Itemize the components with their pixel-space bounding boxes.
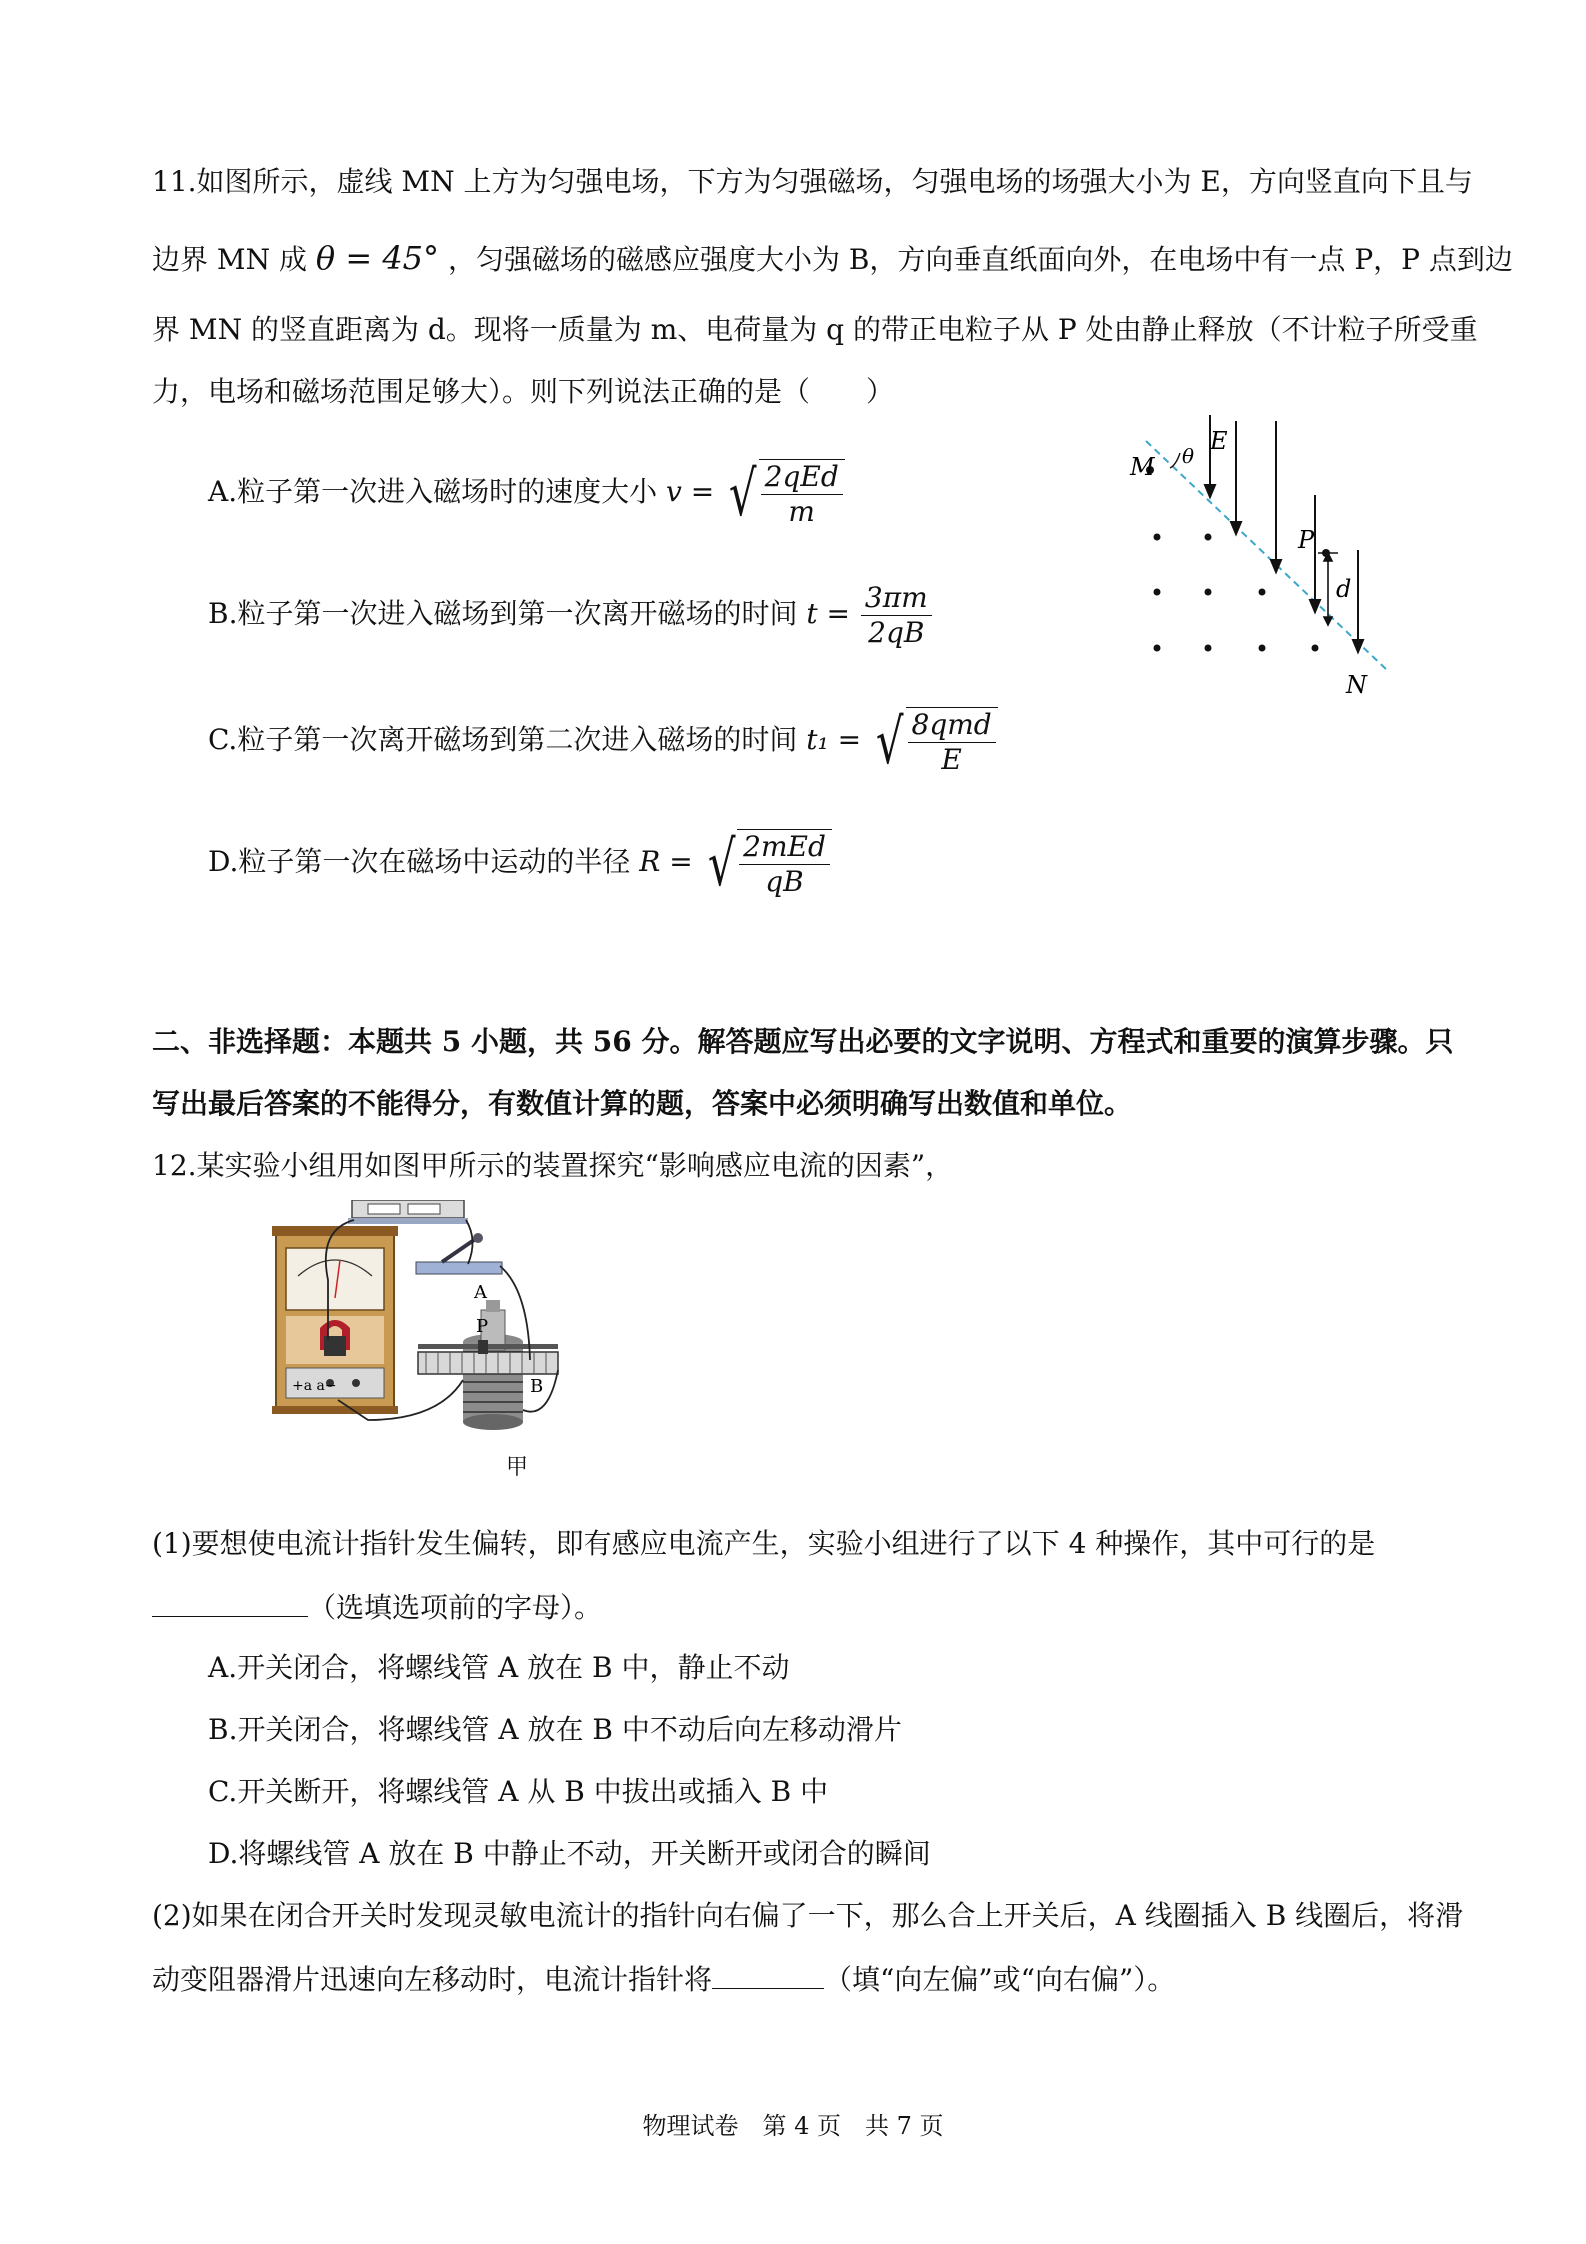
q11-option-b-den: 2qB [868, 616, 925, 649]
q11-option-c [208, 696, 998, 784]
label-theta: θ [1182, 444, 1195, 468]
label-m: M [1130, 453, 1155, 481]
q12-intro: 12.某实验小组用如图甲所示的装置探究“影响感应电流的因素”， [152, 1149, 954, 1182]
q11-line2-prefix: 边界 MN 成 [152, 243, 307, 276]
page-footer: 物理试卷 第 4 页 共 7 页 [642, 2112, 944, 2140]
answer-blank-1[interactable] [152, 1586, 308, 1617]
section2-line1: 二、非选择题：本题共 5 小题，共 56 分。解答题应写出必要的文字说明、方程式和重要的演算步骤。只 [152, 1025, 1454, 1058]
q11-option-c-var: t₁ = [806, 723, 862, 756]
q11-line1: 11.如图所示，虚线 MN 上方为匀强电场，下方为匀强磁场，匀强电场的场强大小为 E，方向竖直向下且与 [152, 165, 1473, 198]
q11-option-b-text: B.粒子第一次进入磁场到第一次离开磁场的时间 [208, 597, 798, 630]
electric-field-arrows [1205, 415, 1363, 652]
q11-option-a-num: 2qEd [761, 460, 843, 495]
meter-terminal-labels: +a a− [292, 1378, 337, 1394]
q12-part1-line2-text: （选填选项前的字母）。 [308, 1591, 603, 1624]
label-n: N [1346, 671, 1367, 699]
q12-figure-caption: 甲 [506, 1455, 529, 1480]
q11-option-a-text: A.粒子第一次进入磁场时的速度大小 [208, 475, 658, 508]
q11-line4: 力，电场和磁场范围足够大）。则下列说法正确的是（ ） [152, 375, 895, 408]
q11-option-b [208, 570, 934, 658]
q12-part2-line2 [152, 1958, 1175, 2000]
magnetic-field-dots [1154, 534, 1319, 652]
q11-field-figure [1110, 415, 1410, 705]
q12-part2-line2-prefix: 动变阻器滑片迅速向左移动时，电流计指针将 [152, 1963, 713, 1996]
q12-part1-line2 [152, 1586, 602, 1628]
label-slider-p: P [476, 1316, 489, 1337]
theta-arc [1170, 453, 1180, 468]
q12-part1-line1: (1)要想使电流计指针发生偏转，即有感应电流产生，实验小组进行了以下 4 种操作，其中可行的是 [152, 1527, 1376, 1560]
q11-option-a [208, 448, 845, 536]
label-p: P [1298, 526, 1315, 554]
q11-line2-suffix: ，匀强磁场的磁感应强度大小为 B，方向垂直纸面向外，在电场中有一点 P，P 点到边 [447, 243, 1513, 276]
q11-option-d-den: qB [765, 864, 804, 898]
label-e: E [1210, 427, 1228, 455]
rheostat [418, 1340, 558, 1374]
q11-option-d-var: R = [639, 845, 693, 878]
q11-option-c-text: C.粒子第一次离开磁场到第二次进入磁场的时间 [208, 723, 798, 756]
q12-apparatus-figure [268, 1200, 718, 1490]
q11-option-d [208, 818, 832, 906]
q12-part2-line1: (2)如果在闭合开关时发现灵敏电流计的指针向右偏了一下，那么合上开关后，A 线圈插入 B 线圈后，将滑 [152, 1899, 1464, 1932]
q12-option-b: B.开关闭合，将螺线管 A 放在 B 中不动后向左移动滑片 [208, 1713, 902, 1746]
label-coil-a: A [474, 1282, 487, 1303]
answer-blank-2[interactable] [712, 1958, 824, 1989]
switch [416, 1233, 502, 1274]
q12-option-d: D.将螺线管 A 放在 B 中静止不动，开关断开或闭合的瞬间 [208, 1837, 931, 1870]
q11-option-c-num: 8qmd [908, 708, 996, 743]
battery [348, 1200, 468, 1224]
boundary-mn-line [1146, 441, 1388, 671]
sqrt-symbol: √ $\frac{\text{2mEd}}{qB}$ [702, 829, 832, 899]
q11-option-b-var: t = [806, 597, 851, 630]
q11-line2 [152, 238, 1513, 280]
q11-option-c-den: E [941, 742, 962, 776]
q12-option-a: A.开关闭合，将螺线管 A 放在 B 中，静止不动 [208, 1651, 790, 1684]
sqrt-symbol: √ $\frac{\text{8qmd}}{E}$ [870, 707, 998, 777]
q11-option-d-num: 2mEd [739, 830, 830, 865]
sqrt-symbol: √ $\frac{\text{2qEd}}{m}$ [723, 459, 845, 529]
q11-option-a-den: m [788, 494, 815, 528]
distance-d-marker [1318, 553, 1338, 625]
q11-line3: 界 MN 的竖直距离为 d。现将一质量为 m、电荷量为 q 的带正电粒子从 P 处由静止释放（不计粒子所受重 [152, 313, 1478, 346]
q11-angle: θ = 45° [315, 239, 440, 277]
section2-line2: 写出最后答案的不能得分，有数值计算的题，答案中必须明确写出数值和单位。 [152, 1087, 1133, 1120]
galvanometer [272, 1226, 398, 1414]
q12-part2-line2-suffix: （填“向左偏”或“向右偏”）。 [824, 1963, 1176, 1996]
q11-option-d-text: D.粒子第一次在磁场中运动的半径 [208, 845, 631, 878]
q12-option-c: C.开关断开，将螺线管 A 从 B 中拔出或插入 B 中 [208, 1775, 829, 1808]
point-p [1322, 549, 1330, 557]
label-d: d [1336, 575, 1352, 603]
q11-option-b-num: 3πm [861, 581, 932, 616]
label-coil-b: B [530, 1376, 544, 1397]
q11-option-a-var: v = [666, 475, 715, 508]
